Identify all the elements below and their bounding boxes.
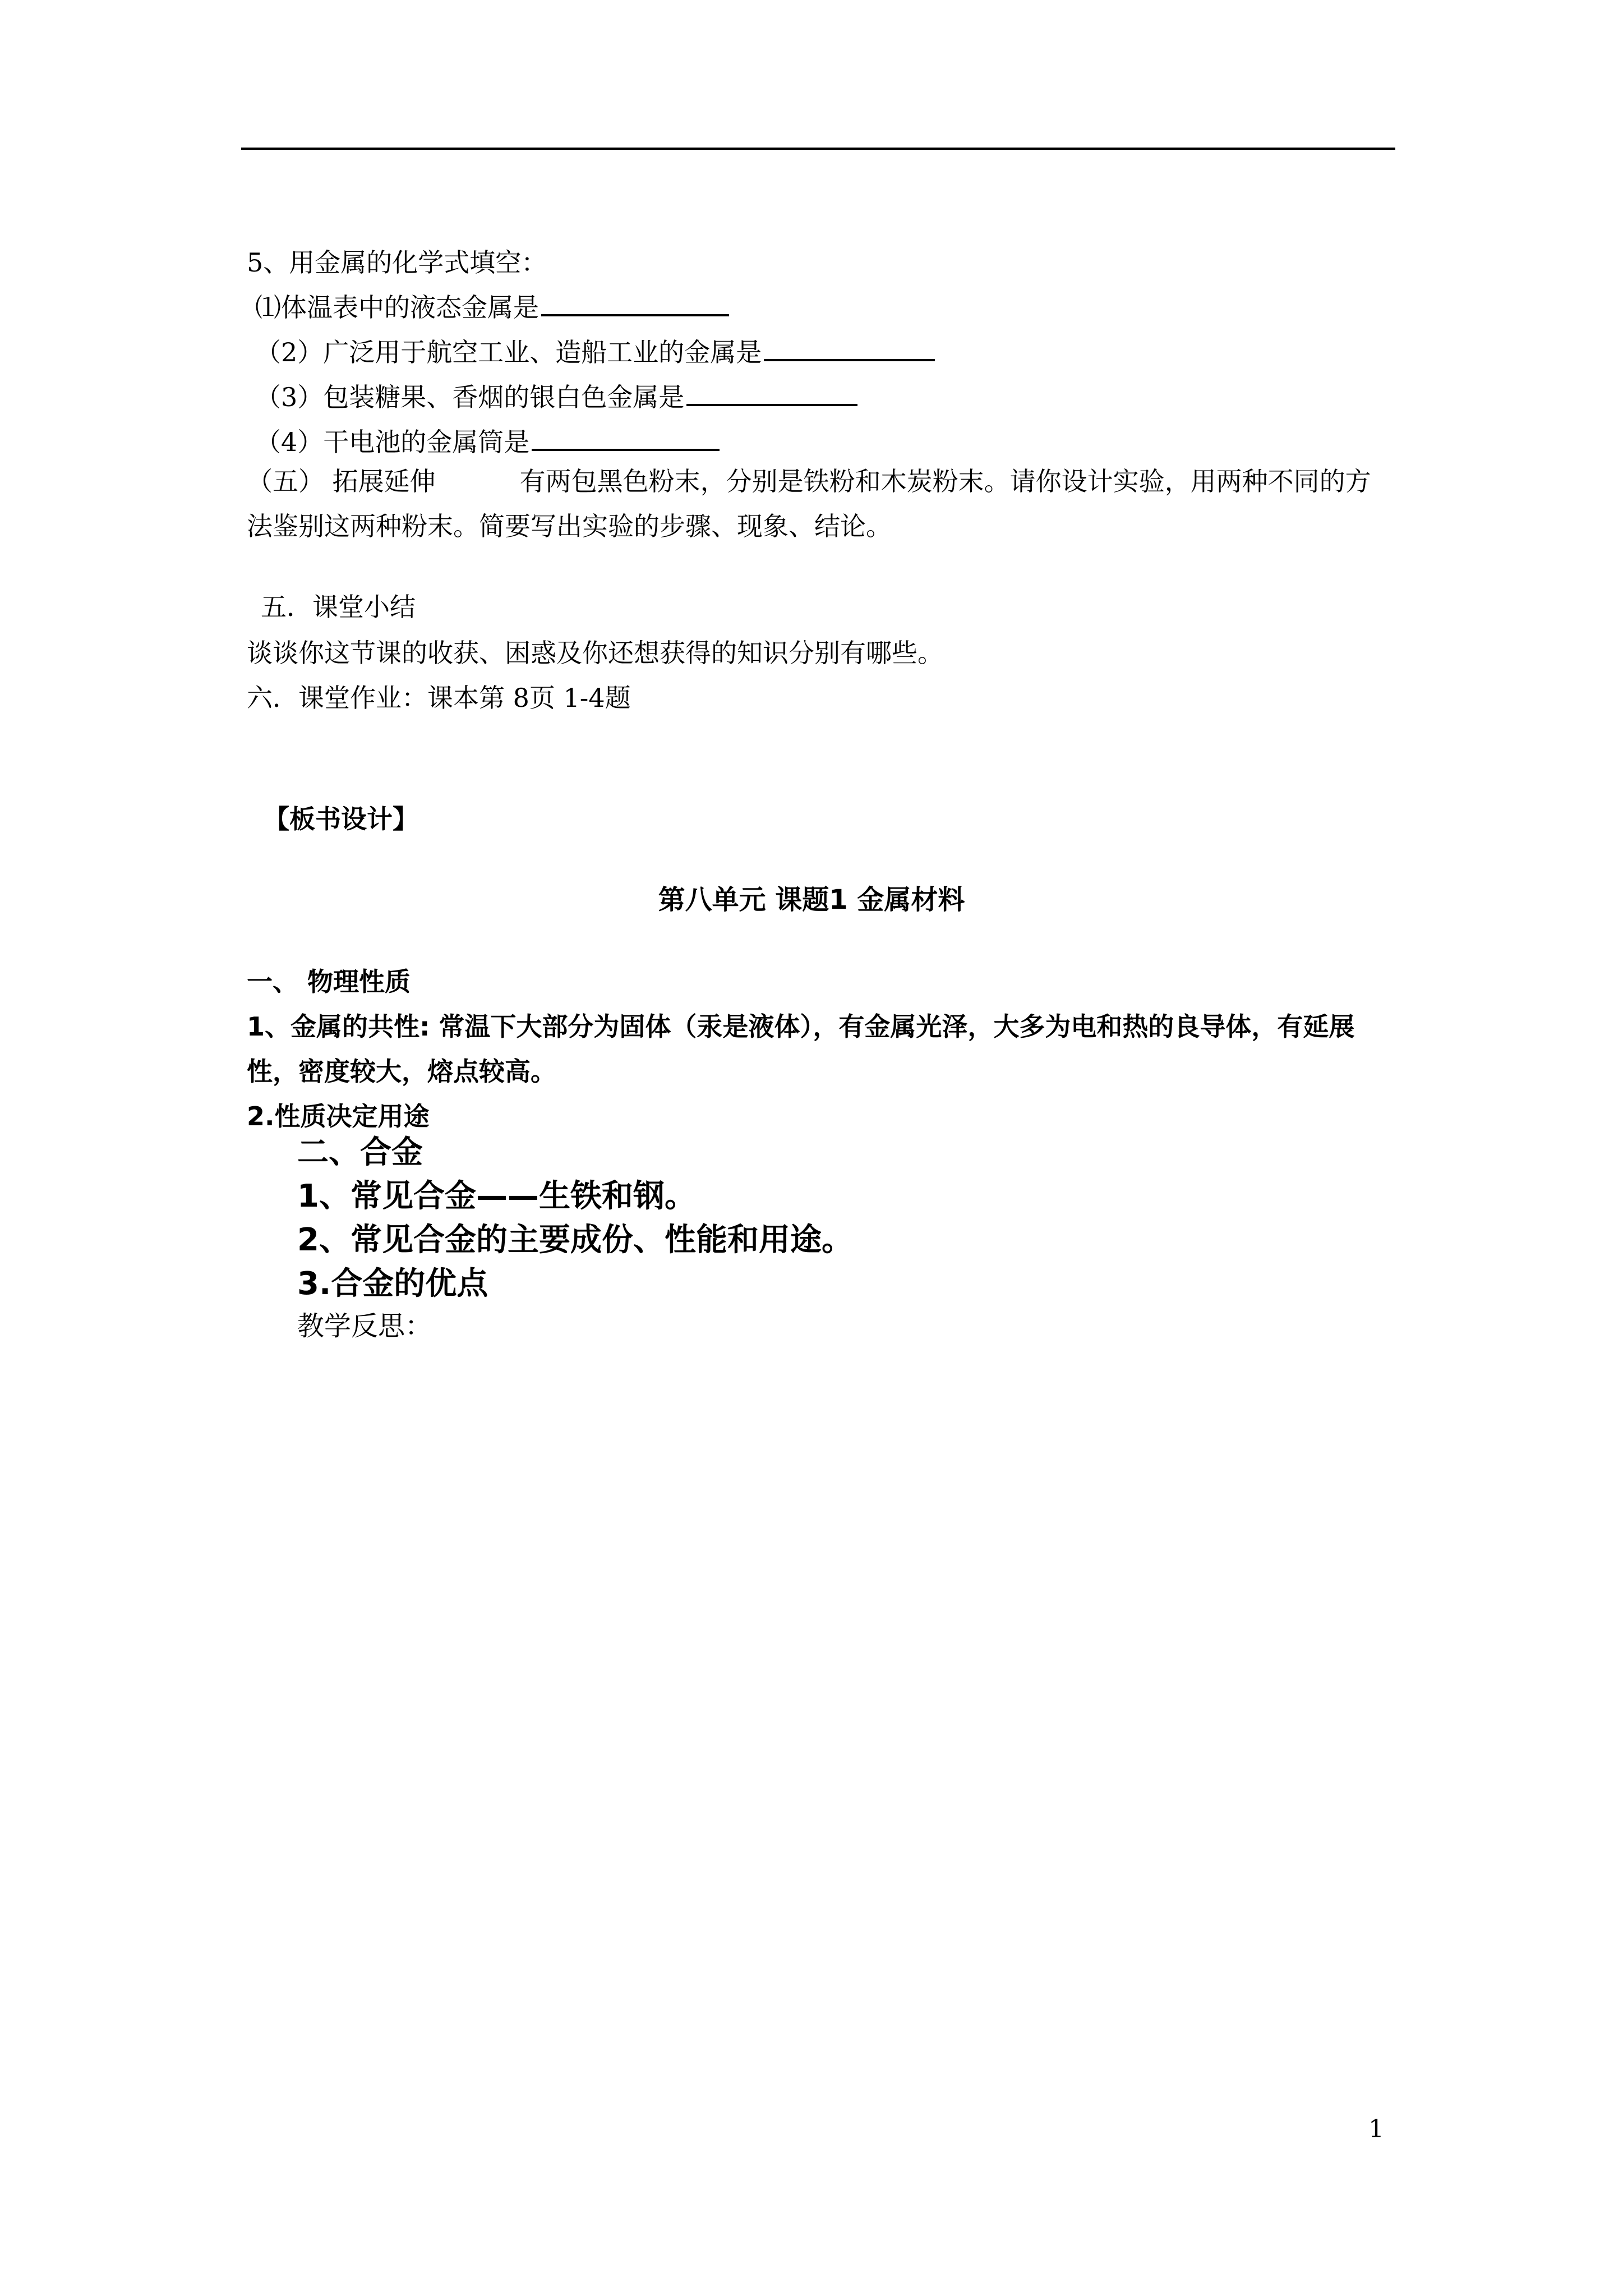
- question-5-item-1-text: ⑴体温表中的液态金属是: [255, 292, 539, 323]
- extension-paragraph: [247, 459, 1396, 549]
- extension-text: 有两包黑色粉末，分别是铁粉和木炭粉末。请你设计实验，用两种不同的方法鉴别这两种粉末。简要写出实验的步骤、现象、结论。: [247, 466, 1371, 541]
- question-5-item-3: [255, 375, 857, 420]
- image-line-alloy-composition: 2、常见合金的主要成份、性能和用途。: [297, 1222, 853, 1258]
- board-title: 第八单元 课题1 金属材料: [658, 884, 965, 915]
- image-line-common-alloys: 1、常见合金——生铁和钢。: [297, 1178, 696, 1214]
- summary-text: 谈谈你这节课的收获、困惑及你还想获得的知识分别有哪些。: [247, 638, 943, 668]
- extension-label: （五） 拓展延伸: [247, 466, 436, 496]
- answer-blank-3[interactable]: [686, 375, 857, 406]
- question-5-item-4-text: （4）干电池的金属筒是: [255, 427, 530, 457]
- point-1-common-properties: 1、金属的共性: 常温下大部分为固体（汞是液体），有金属光泽，大多为电和热的良导体，有延展性，密度较大，熔点较高。: [247, 1011, 1355, 1087]
- header-rule: [241, 148, 1395, 150]
- image-line-alloy-advantages: 3.合金的优点: [297, 1266, 488, 1302]
- question-5-item-2-text: （2）广泛用于航空工业、造船工业的金属是: [255, 337, 762, 367]
- point-2-properties-uses: 2.性质决定用途: [247, 1101, 430, 1131]
- board-design-heading: 【板书设计】: [264, 804, 418, 834]
- question-5-item-2: [255, 330, 935, 375]
- page-number: 1: [1368, 2115, 1384, 2143]
- answer-blank-4[interactable]: [532, 420, 720, 451]
- answer-blank-2[interactable]: [764, 330, 935, 361]
- embedded-board-image: [286, 1122, 959, 1458]
- section-physical-properties: 一、 物理性质: [247, 967, 411, 997]
- homework-line: 六．课堂作业：课本第 8页 1-4题: [247, 683, 631, 713]
- question-5-item-4: [255, 420, 720, 464]
- question-5-item-3-text: （3）包装糖果、香烟的银白色金属是: [255, 382, 685, 412]
- answer-blank-1[interactable]: [541, 285, 729, 316]
- image-line-alloy: 二、合金: [297, 1134, 423, 1171]
- question-5-item-1: [255, 285, 729, 330]
- question-5-title: 5、用金属的化学式填空：: [247, 247, 547, 278]
- summary-heading: 五．课堂小结: [261, 592, 416, 622]
- image-line-teaching-reflection: 教学反思：: [297, 1310, 432, 1342]
